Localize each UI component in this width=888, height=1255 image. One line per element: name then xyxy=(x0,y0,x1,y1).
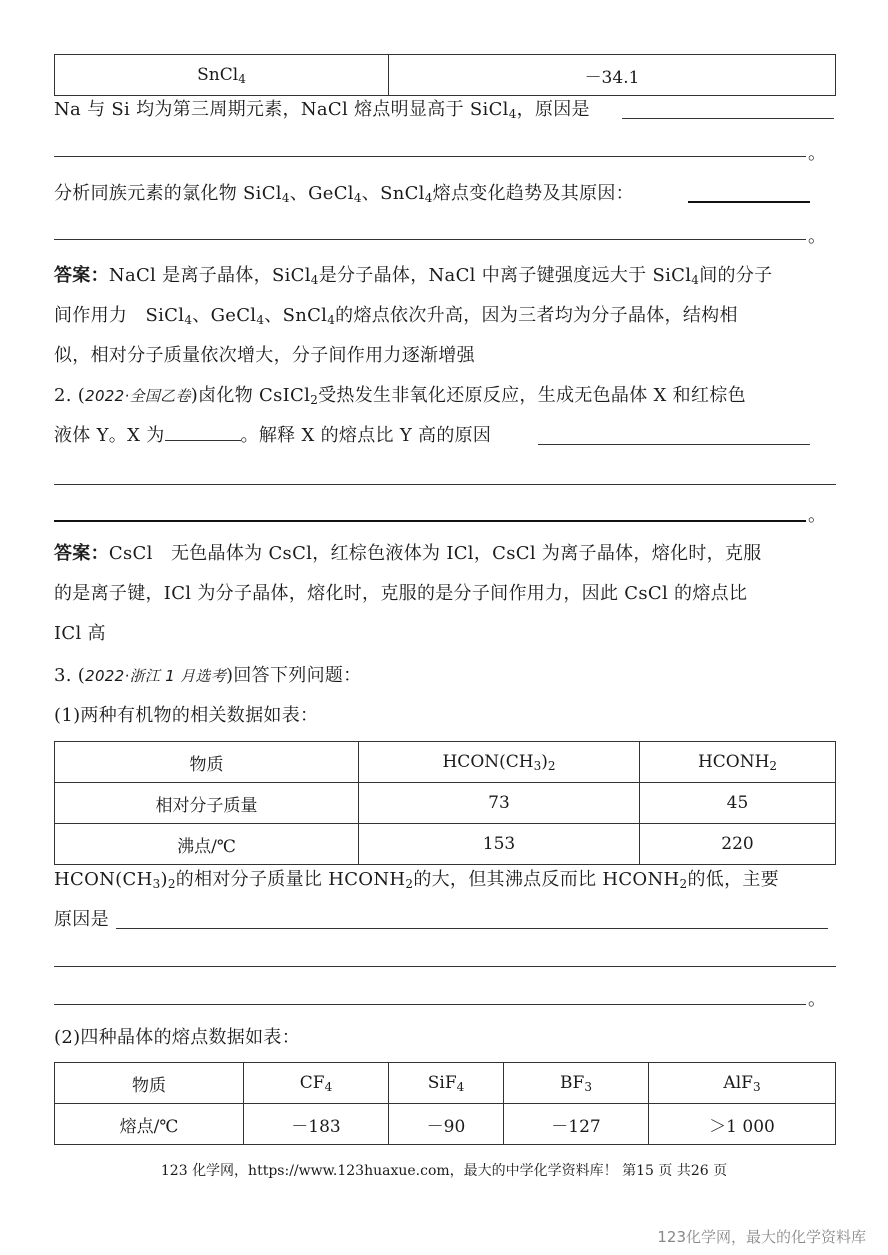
answer-blank[interactable] xyxy=(54,966,836,967)
table-cell: 153 xyxy=(359,824,640,865)
question-line: 分析同族元素的氯化物 SiCl$_4$、GeCl$_4$、SnCl$_4$熔点变化趋势及其原因： xyxy=(54,183,634,205)
table-cell: ＞1 000 xyxy=(649,1104,836,1145)
question-line: $HCON(CH_3)_2$的相对分子质量比 $HCONH_2$的大，但其沸点反而比 $HCONH_2$的低，主要 xyxy=(54,869,779,891)
answer-line: 答案：CsCl 无色晶体为 CsCl，红棕色液体为 ICl，CsCl 为离子晶体，熔化时，克服 xyxy=(54,543,762,564)
answer-blank[interactable] xyxy=(688,201,810,203)
table-cell: 相对分子质量 xyxy=(55,783,359,824)
table-cell: －90 xyxy=(389,1104,504,1145)
question-line: 2. (2022·全国乙卷)卤化物 CsICl$_2$受热发生非氧化还原反应，生成无色晶体 X 和红棕色 xyxy=(54,385,746,407)
table-cell: －34.1 xyxy=(389,55,836,96)
table-header: $CF_4$ xyxy=(244,1063,389,1104)
answer-blank[interactable] xyxy=(54,1004,806,1005)
period-mark: 。 xyxy=(808,226,826,247)
table-header: $HCONH_2$ xyxy=(640,742,836,783)
table-cell: 73 xyxy=(359,783,640,824)
answer-blank[interactable] xyxy=(54,239,806,240)
table-cell: －127 xyxy=(504,1104,649,1145)
table-row xyxy=(55,824,836,865)
source-label: 2022·浙江 1 月选考 xyxy=(85,667,227,685)
table-header: 物质 xyxy=(55,1063,244,1104)
answer-line: 间作用力 SiCl$_4$、GeCl$_4$、SnCl$_4$的熔点依次升高，因为三者均为分子晶体，结构相 xyxy=(54,305,738,327)
table-cell: 沸点/℃ xyxy=(55,824,359,865)
table-header: $BF_3$ xyxy=(504,1063,649,1104)
answer-label: 答案： xyxy=(54,543,109,564)
crystal-melting-table xyxy=(54,1062,836,1145)
period-mark: 。 xyxy=(808,505,826,526)
question-line: (2)四种晶体的熔点数据如表： xyxy=(54,1027,300,1048)
table-row xyxy=(55,783,836,824)
answer-blank[interactable] xyxy=(54,520,806,522)
table-cell: 220 xyxy=(640,824,836,865)
page-footer: 123 化学网，https://www.123huaxue.com，最大的中学化学资料库！ 第15 页 共26 页 xyxy=(160,1163,728,1179)
answer-blank[interactable] xyxy=(165,422,241,441)
source-label: 2022·全国乙卷 xyxy=(85,387,191,405)
organic-compounds-table xyxy=(54,741,836,865)
question-line: 液体 Y。X 为 。解释 X 的熔点比 Y 高的原因 xyxy=(54,422,836,450)
answer-line: 似，相对分子质量依次增大，分子间作用力逐渐增强 xyxy=(54,345,475,366)
table-cell: 熔点/℃ xyxy=(55,1104,244,1145)
answer-line: 的是离子键，ICl 为分子晶体，熔化时，克服的是分子间作用力，因此 CsCl 的熔点比 xyxy=(54,583,748,604)
table-cell: －183 xyxy=(244,1104,389,1145)
answer-line: ICl 高 xyxy=(54,623,106,644)
answer-blank[interactable] xyxy=(54,156,806,157)
table-header: $HCON(CH_3)_2$ xyxy=(359,742,640,783)
answer-blank[interactable] xyxy=(116,928,828,929)
question-line: 原因是 xyxy=(54,909,109,930)
watermark-text: 123化学网，最大的化学资料库 xyxy=(657,1228,866,1246)
melting-point-table-top xyxy=(54,54,836,96)
question-line: Na 与 Si 均为第三周期元素，NaCl 熔点明显高于 SiCl$_4$，原因是 xyxy=(54,99,590,121)
table-cell: SnCl$_4$ xyxy=(55,55,389,96)
answer-blank[interactable] xyxy=(54,484,836,485)
question-line: 3. (2022·浙江 1 月选考)回答下列问题： xyxy=(54,665,362,686)
question-line: (1)两种有机物的相关数据如表： xyxy=(54,705,319,726)
table-row xyxy=(55,1104,836,1145)
table-header: AlF$_3$ xyxy=(649,1063,836,1104)
answer-line: 答案：NaCl 是离子晶体，SiCl$_4$是分子晶体，NaCl 中离子键强度远大于 SiCl$_4$间的分子 xyxy=(54,265,773,287)
answer-blank[interactable] xyxy=(538,444,810,445)
answer-blank[interactable] xyxy=(622,118,834,119)
table-cell: 45 xyxy=(640,783,836,824)
answer-label: 答案： xyxy=(54,265,109,286)
period-mark: 。 xyxy=(808,143,826,164)
table-header: SiF$_4$ xyxy=(389,1063,504,1104)
period-mark: 。 xyxy=(808,989,826,1010)
table-header: 物质 xyxy=(55,742,359,783)
